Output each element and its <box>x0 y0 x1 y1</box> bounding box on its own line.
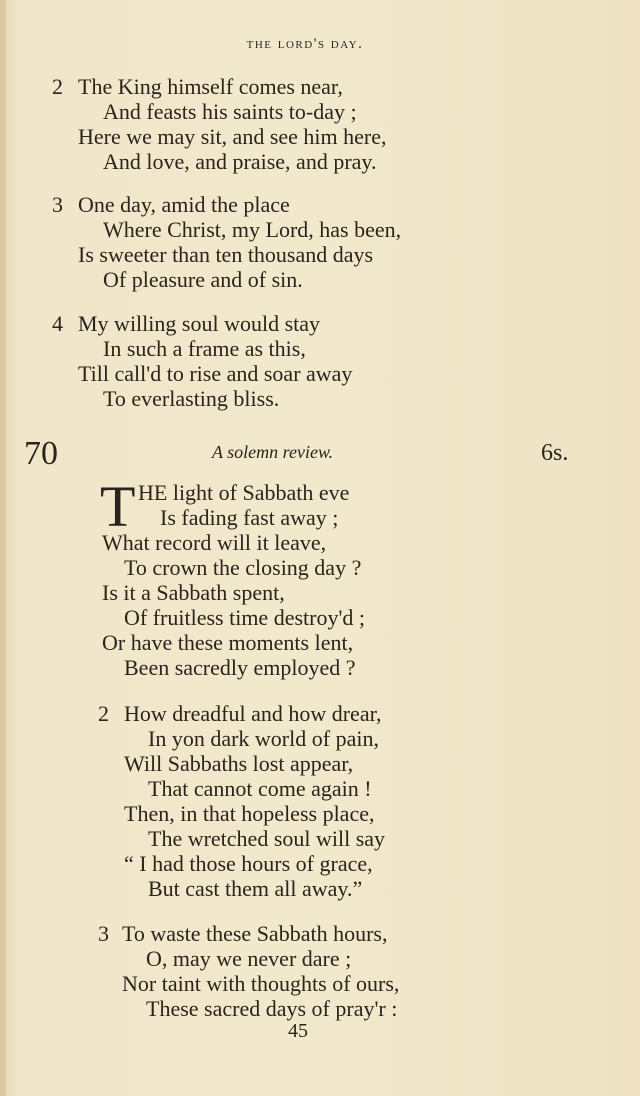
verse-line: In such a frame as this, <box>103 336 306 361</box>
verse-line: My willing soul would stay <box>78 311 321 336</box>
verse-line: “ I had those hours of grace, <box>124 851 373 876</box>
verse-line: Nor taint with thoughts of ours, <box>122 971 400 996</box>
verse-line: Or have these moments lent, <box>102 630 354 655</box>
verse-line: But cast them all away.” <box>148 876 363 901</box>
stanza-number: 3 <box>52 192 63 217</box>
page-edge-shadow <box>0 0 6 1096</box>
verse-line: To waste these Sabbath hours, <box>122 921 388 946</box>
verse-line: In yon dark world of pain, <box>148 726 379 751</box>
verse-line: Then, in that hopeless place, <box>124 801 375 826</box>
stanza-number: 3 <box>98 921 109 946</box>
verse-line: How dreadful and how drear, <box>124 701 382 726</box>
stanza-number: 4 <box>52 311 63 336</box>
verse-line: Of fruitless time destroy'd ; <box>124 605 366 630</box>
verse-line: Is it a Sabbath spent, <box>102 580 285 605</box>
verse-line: The wretched soul will say <box>148 826 386 851</box>
verse-line: O, may we never dare ; <box>146 946 352 971</box>
verse-line: Will Sabbaths lost appear, <box>124 751 354 776</box>
running-head: the lord's day. <box>246 36 364 52</box>
verse-line: One day, amid the place <box>78 192 290 217</box>
stanza-number: 2 <box>98 701 109 726</box>
verse-line: HE light of Sabbath eve <box>138 480 350 505</box>
stanza-number: 2 <box>52 74 63 99</box>
hymn-number: 70 <box>24 435 58 472</box>
verse-line: That cannot come again ! <box>148 776 372 801</box>
verse-line: These sacred days of pray'r : <box>146 996 398 1021</box>
verse-line: And love, and praise, and pray. <box>103 149 377 174</box>
verse-line: What record will it leave, <box>102 530 327 555</box>
verse-line: Of pleasure and of sin. <box>103 267 303 292</box>
hymn-meter: 6s. <box>541 440 569 466</box>
verse-line: Till call'd to rise and soar away <box>78 361 353 386</box>
page-number: 45 <box>288 1020 308 1042</box>
hymn-title: A solemn review. <box>212 442 334 462</box>
verse-line: Is sweeter than ten thousand days <box>78 242 374 267</box>
verse-line: The King himself comes near, <box>78 74 343 99</box>
verse-line: Been sacredly employed ? <box>124 655 356 680</box>
verse-line: Where Christ, my Lord, has been, <box>103 217 402 242</box>
drop-cap: T <box>100 474 136 539</box>
verse-line: Here we may sit, and see him here, <box>78 124 387 149</box>
verse-line: And feasts his saints to-day ; <box>103 99 357 124</box>
verse-line: To crown the closing day ? <box>124 555 362 580</box>
verse-line: To everlasting bliss. <box>103 386 280 411</box>
verse-line: Is fading fast away ; <box>160 505 339 530</box>
